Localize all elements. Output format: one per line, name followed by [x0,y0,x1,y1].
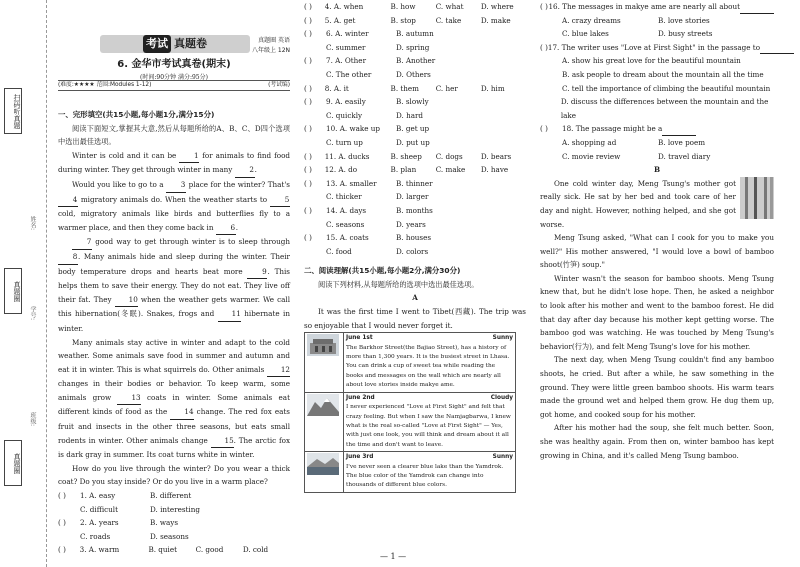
cloze-text: change. The red fox eats fruit and insects in the other three seasons, but eats small rodents in winter. Other animals change [58,407,290,445]
answer-paren: ( ) [304,165,312,175]
option-b: B. Another [396,56,436,66]
page-number: — 1 — [380,552,407,561]
indent-spacer [304,109,326,123]
question-stem: 17. The writer uses "Love at First Sight" in the passage to [547,42,761,52]
option-c: C. roads [80,531,111,541]
diary-photo-cell [305,333,344,392]
option-a: 8. A. it [324,83,349,93]
banner-mark: 考试 [143,35,171,53]
cloze-text: when the weather gets warmer. We call this hibernation(冬眠). Snakes, frogs and [58,294,290,319]
cloze-blank: 13 [117,391,140,406]
option: B. love poem [658,137,706,147]
cloze-questions-part1 [58,489,290,557]
paper-time: (时间:90分钟 满分:95分) [140,74,208,81]
passage-b-paragraph: One cold winter day, Meng Tsung's mother got really sick. He sat by her bed and took care of her day and night. However, nothing helped, and she got worse. [540,178,736,229]
option-a: 9. A. easily [326,97,366,107]
options-row [540,95,774,122]
indent-spacer [540,68,562,82]
diary-text-cell [344,333,516,392]
answer-paren: ( ) [540,42,548,52]
option-a: 14. A. days [326,205,367,215]
paper-header [58,0,290,108]
cloze-blank: 5 [270,193,290,208]
bamboo-illustration [740,177,774,219]
question-row [304,54,526,68]
cloze-blank: 15 [211,434,234,449]
option: A. shopping ad [562,137,617,147]
indent-spacer [58,503,80,517]
cloze-blank: 8 [58,250,78,265]
cloze-blank: 12 [267,363,290,378]
answer-paren: ( ) [304,29,312,39]
option-a: 13. A. smaller [326,178,377,188]
option-d: D. make [480,15,511,25]
option-d: D. where [480,2,514,11]
question-stem: 16. The messages in makye ame are nearly all about [548,2,740,11]
qr-badge-middle: 真题圈 [4,268,22,314]
cloze-passage [58,149,290,489]
indent-spacer [58,530,80,544]
indent-spacer [540,95,561,122]
option: A. crazy dreams [562,15,621,25]
cloze-paragraph [58,462,290,489]
diary-header [346,334,513,343]
banner-title [100,35,250,53]
question-stem: 18. The passage might be a [562,124,663,134]
cloze-blank: 7 [72,235,92,250]
paper-difficulty-bar [58,80,290,91]
passage-b-paragraph: Winter wasn't the season for bamboo shoots. Meng Tsung knew that, but he didn't lose hope. Then, he asked a neighbor to look after his mother and went to the bamboo forest. He did that day after day because his mother kept getting worse. The bamboo god was watching. He was touched by Meng Tsung's behavior(行为), and felt Meng Tsung's love for his mother. [540,273,774,351]
option: B. love stories [658,15,710,25]
indent-spacer [540,54,562,68]
option-c: C. food [326,246,352,256]
qr-badge-bottom: 真题圈 [4,440,22,486]
diary-entry [305,392,516,451]
option-b: B. different [150,491,192,501]
diary-photo [307,334,339,356]
diary-entry [305,452,516,493]
indent-spacer [540,82,562,96]
cloze-paragraph [58,235,290,335]
answer-paren: ( ) [58,545,66,555]
meta-subject: 真题圈 英语 [258,37,290,44]
passage-b-paragraph: Meng Tsung asked, "What can I cook for you to make you well?" His mother answered, "I would love a bowl of bamboo shoot(竹笋) soup." [540,233,774,270]
answer-paren: ( ) [304,178,312,188]
option-b: B. get up [396,124,430,134]
indent-spacer [304,245,326,259]
option-b: B. thinner [396,178,433,188]
cloze-text: cold, migratory animals like birds and butterflies fly to a warmer place, and then they come back in [58,209,290,232]
question-row [304,27,526,41]
diary-date: June 3rd [346,454,374,461]
indent-spacer [540,14,562,28]
section2-instructions: 阅读下列材料,从每题所给的选项中选出最佳选项。 [318,279,479,289]
class-label: 班级: [29,412,36,427]
cloze-text: Would you like to go to a [72,179,167,189]
option-d: D. seasons [150,531,189,541]
question-row [58,489,290,503]
option-c: C. turn up [326,137,363,147]
option-b: B. slowly [396,97,429,107]
option-b: B. them [390,83,419,93]
option-d: D. Others [396,69,431,79]
option: B. ask people to dream about the mountain all the time [562,69,764,79]
travel-diary-table [304,332,516,493]
difficulty-range: (难度:★★★★ 范围:Modules 1-12) [58,82,152,88]
option-a: 3. A. warm [79,545,120,555]
option-c: C. summer [326,42,366,52]
cloze-text: . Many animals hide and sleep during the winter. Their body temperature drops and hearts beat more [58,251,290,276]
cloze-questions-part2 [304,0,526,258]
option-c: C. thicker [326,192,362,202]
options-row [540,82,774,96]
option-c: C. difficult [80,504,118,514]
option-a: 5. A. get [324,15,356,25]
answer-paren: ( ) [58,491,66,501]
indent-spacer [540,136,562,150]
column-left [58,0,290,557]
option-a: 4. A. when [324,2,364,11]
option: D. travel diary [658,151,711,161]
question-row-continued [304,218,526,232]
answer-blank [662,122,696,136]
answer-blank [760,41,794,55]
passage-a-label: A [412,293,418,303]
question-row-continued [304,68,526,82]
diary-text: I never experienced "Love at First Sight" and felt that crazy feeling. But when I saw the Namjagbarwa, I knew what is the real so-called "Love at First Sight" — Yes, with just one look, you will think and dream about it all the time and don't want to leave. [346,404,511,448]
cloze-text: changes in their bodies or behavior. To keep warm, some animals grow [58,379,290,402]
answer-paren: ( ) [540,124,548,134]
answer-paren: ( ) [304,233,312,243]
section1-heading: 一、完形填空(共15小题,每小题1分,满分15分) [58,110,215,119]
question-row-continued [304,109,526,123]
student-id-label: 学号: [29,306,36,321]
passage-b-label: B [653,165,661,175]
option-c: C. seasons [326,219,365,229]
option-d: D. spring [396,42,430,52]
option-c: C. dogs [435,151,463,161]
passage-b-paragraph: The next day, when Meng Tsung couldn't find any bamboo shoots, he cried. But after a while, he saw something in the ground. They were little green bamboo shoots. His warm tears made the ground wet and helped them grow. He dug them up, got home, and cooked soup for his mother. [540,355,774,419]
question-row-continued [304,245,526,259]
question-row [304,150,526,164]
diary-weather: Sunny [492,454,513,461]
option-a: 11. A. ducks [324,151,370,161]
question-row [304,14,526,28]
question-row [58,543,290,557]
cloze-text: good way to get through winter is to sleep through [92,237,290,247]
cloze-blank: 6 [216,221,236,236]
option-c: C. her [435,83,458,93]
diary-photo-cell [305,452,344,493]
answer-paren: ( ) [58,518,66,528]
options-row [540,136,774,150]
question-row [58,516,290,530]
option-a: 1. A. easy [80,491,116,501]
question-row-continued [304,41,526,55]
question-row [304,0,526,14]
cloze-text: Many animals stay active in winter and adapt to the cold weather. Some animals save food in summer and autumn and eat it in winter. This is what squirrels do. Other animals [58,337,290,374]
question-row-continued [304,136,526,150]
option-d: D. years [396,219,426,229]
answer-blank [740,0,774,14]
option-d: D. put up [396,137,430,147]
binding-margin [0,0,47,567]
indent-spacer [304,218,326,232]
section1-instructions: 阅读下面短文,掌握其大意,然后从每题所给的A、B、C、D四个选项中选出最佳选项。 [58,123,290,147]
cloze-text: . This helps them to save their energy. They do not eat. They live off their fat. They [58,266,290,304]
option: D. discuss the differences between the mountain and the lake [560,97,769,120]
option-a: 6. A. winter [326,29,369,39]
cloze-paragraph [58,149,290,178]
indent-spacer [304,41,326,55]
option-c: C. good [195,545,224,555]
question-row [304,82,526,96]
option-a: 7. A. Other [326,56,367,66]
option-a: 15. A. coats [326,233,369,243]
question-row [304,95,526,109]
diary-text: I've never seen a clearer blue lake than the Yamdrok. The blue color of the Yamdrok can change into thousands of different blue colors. [346,463,504,489]
diary-weather: Cloudy [490,394,513,401]
diary-date: June 2nd [346,394,375,401]
option-c: C. quickly [326,110,363,120]
cloze-text: . [235,222,239,232]
diary-photo [307,453,339,475]
cloze-blank: 3 [166,178,186,193]
reading-question-18 [540,122,774,136]
options-row [540,27,774,41]
reading-questions-a [540,0,774,163]
cloze-blank: 1 [179,149,199,164]
option-b: B. autumn [396,29,434,39]
qr-badge-top: 扫码听真题 [4,88,22,134]
diary-weather: Sunny [492,335,513,342]
option: C. blue lakes [562,29,609,39]
options-row [540,54,774,68]
diary-photo-cell [305,392,344,451]
answer-paren: ( ) [304,151,312,161]
cloze-text: . The arctic fox is dark gray in summer. Its coat turns white in winter. [58,435,290,460]
cloze-text: for animals to find food during winter. They get through winter in many [58,150,290,175]
option-d: D. interesting [150,504,200,514]
option-c: C. what [435,2,464,11]
option-d: D. bears [480,151,512,161]
diary-entry [305,333,516,392]
diary-text: The Barkhor Street(the Bajiao Street), has a history of more than 1,300 years. It is the busiest street in Lhasa. You can drink a cup of sweet tea while reading the books and messages on the wall which are nearly all about love stories inside makye ame. [346,344,510,389]
column-middle [304,0,526,493]
option-b: B. stop [390,15,416,25]
reading-question-16 [540,0,774,14]
option: D. busy streets [658,29,713,39]
diary-header [346,453,513,462]
option: C. tell the importance of climbing the beautiful mountain [562,83,771,93]
cloze-text: coats in winter. Some animals eat different kinds of food as the [58,392,290,417]
option-a: 10. A. wake up [326,124,381,134]
cloze-paragraph [58,178,290,235]
diary-text-cell [344,452,516,493]
edition-label: (考试编) [268,82,290,88]
reading-question-17 [540,41,774,55]
question-row [304,122,526,136]
indent-spacer [304,136,326,150]
question-row [304,231,526,245]
option: A. show his great love for the beautiful mountain [562,56,741,66]
question-row [304,163,526,177]
cloze-text: How do you live through the winter? Do you wear a thick coat? Do you stay inside? Or do you live in a warm place? [58,463,290,487]
indent-spacer [540,27,562,41]
cloze-text: Winter is cold and it can be [72,150,180,160]
cloze-text: hibernate in winter. [58,309,290,333]
answer-paren: ( ) [540,2,548,11]
cloze-text: . [254,165,257,175]
answer-paren: ( ) [304,97,312,107]
indent-spacer [304,68,326,82]
diary-header [346,394,513,403]
option-b: B. plan [390,165,417,175]
option-a: 12. A. do [324,165,358,175]
indent-spacer [304,190,326,204]
answer-paren: ( ) [304,56,312,66]
passage-a-intro: It was the first time I went to Tibet(西藏). The trip was so enjoyable that I would never forget it. [304,307,526,330]
option-d: D. hard [396,110,424,120]
cloze-blank: 11 [218,307,241,322]
question-row-continued [304,190,526,204]
option-d: D. him [480,83,505,93]
question-row [304,204,526,218]
question-row-continued [58,530,290,544]
question-row [304,177,526,191]
option-b: B. sheep [390,151,422,161]
cloze-text: place for the winter? That's [186,179,290,189]
option-b: B. ways [150,518,179,528]
cloze-blank: 2 [235,163,255,178]
passage-b [540,177,774,462]
answer-paren: ( ) [304,124,312,134]
option-b: B. quiet [148,545,177,555]
cloze-blank: 4 [58,193,78,208]
option-d: D. larger [396,192,429,202]
answer-paren: ( ) [304,2,312,11]
cloze-text: migratory animals do. When the weather starts to [78,194,270,204]
options-row [540,14,774,28]
option-d: D. colors [396,246,429,256]
option-c: C. make [435,165,466,175]
options-row [540,68,774,82]
diary-text-cell [344,392,516,451]
cloze-blank: 10 [115,293,138,308]
option-a: 2. A. years [80,518,119,528]
answer-paren: ( ) [304,15,312,25]
banner-text: 真题卷 [174,37,207,50]
cloze-blank: 9 [247,265,267,280]
diary-date: June 1st [346,335,373,342]
question-row-continued [58,503,290,517]
cloze-paragraph [58,336,290,462]
cloze-blank: 14 [170,405,193,420]
meta-grade: 八年级上 12N [251,47,290,54]
option-d: D. have [480,165,509,175]
options-row [540,150,774,164]
name-label: 姓名: [29,216,36,231]
option-b: B. months [396,205,433,215]
option-c: C. The other [326,69,372,79]
passage-b-paragraph: After his mother had the soup, she felt much better. Soon, she was healthy again. From then on, winter bamboo has kept growing in China, and it's called Meng Tsung bamboo. [540,423,774,460]
option: C. movie review [562,151,621,161]
section2-heading: 二、阅读理解(共15小题,每小题2分,满分30分) [304,266,461,276]
option-b: B. houses [396,233,432,243]
answer-paren: ( ) [304,205,312,215]
diary-photo [307,394,339,416]
option-c: C. take [435,15,462,25]
option-b: B. how [390,2,416,11]
indent-spacer [540,150,562,164]
column-right [540,0,774,462]
answer-paren: ( ) [304,83,312,93]
option-d: D. cold [242,545,269,555]
paper-title: 6. 金华市考试真卷(期末) [117,59,231,70]
